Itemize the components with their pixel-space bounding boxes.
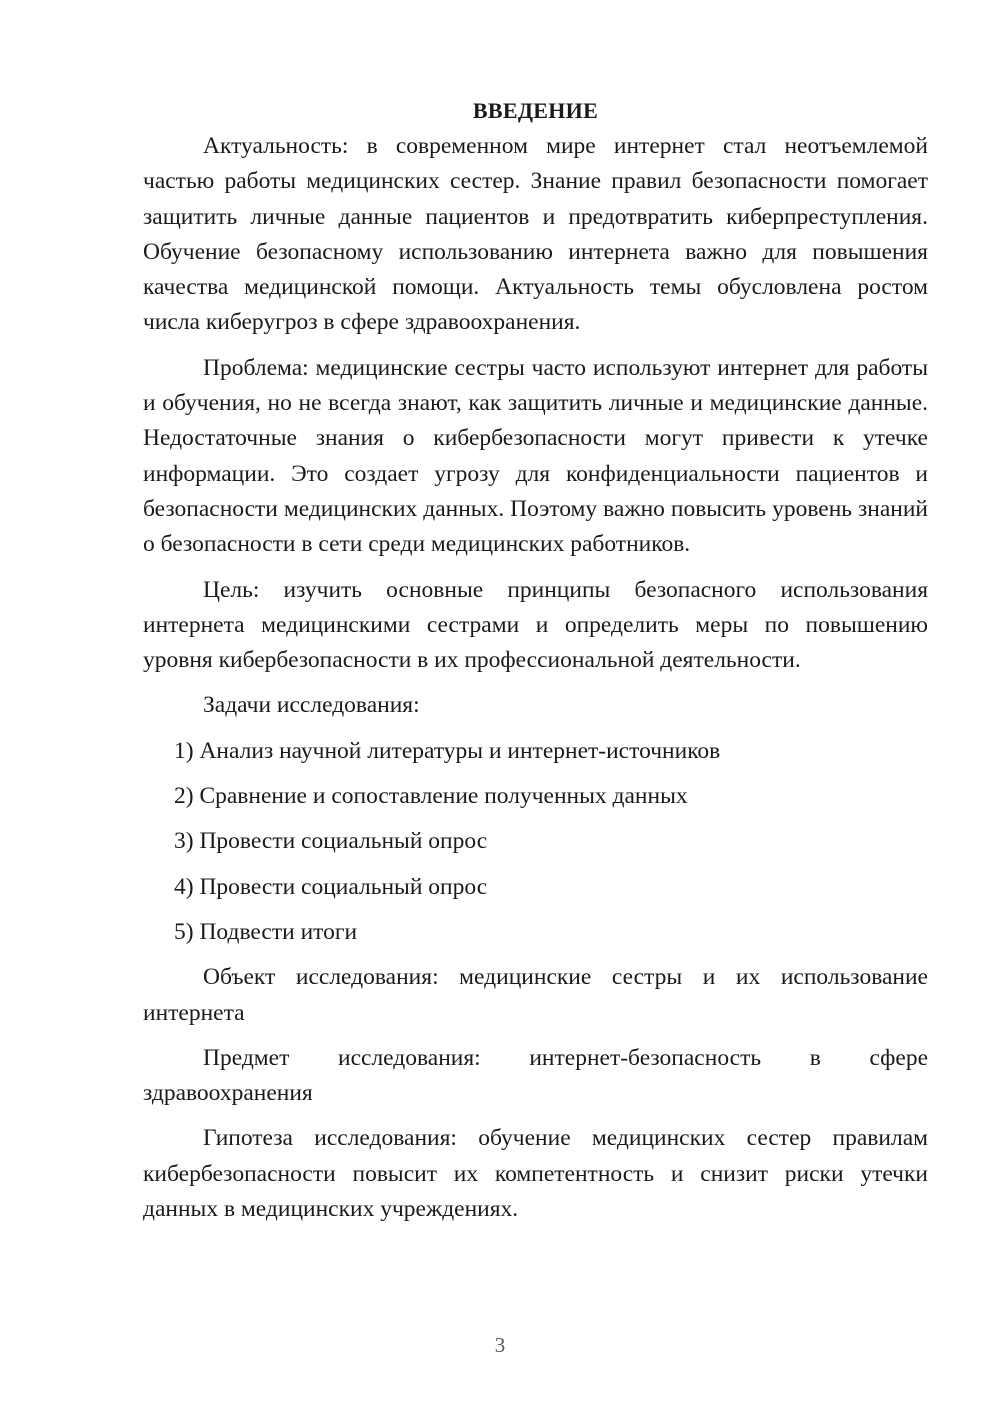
problem-paragraph: Проблема: медицинские сестры часто используют интернет для работы и обучения, но не всегда знают, как защитить личные и медицинские данные. Недостаточные знания о кибербезопасности могут привести к утечке информации. Это создает угрозу для конфиденциальности пациентов и безопасности медицинских данных. Поэтому важно повысить уровень знаний о безопасности в сети среди медицинских работников. xyxy=(143,354,928,558)
tasks-list xyxy=(143,734,928,950)
hypothesis-paragraph: Гипотеза исследования: обучение медицинских сестер правилам кибербезопасности повысит их компетентность и снизит риски утечки данных в медицинских учреждениях. xyxy=(143,1125,928,1223)
list-item: 2) Сравнение и сопоставление полученных данных xyxy=(174,783,688,810)
page-number: 3 xyxy=(494,1333,506,1357)
list-item: 5) Подвести итоги xyxy=(174,918,358,945)
tasks-heading: Задачи исследования: xyxy=(203,692,420,719)
relevance-paragraph: Актуальность: в современном мире интернет стал неотъемлемой частью работы медицинских сестер. Знание правил безопасности помогает защитить личные данные пациентов и предотвратить киберпреступления. Обучение безопасному использованию интернета важно для повышения качества медицинской помощи. Актуальность темы обусловлена ростом числа киберугроз в сфере здравоохранения. xyxy=(143,133,928,336)
document-title: ВВЕДЕНИЕ xyxy=(472,98,599,123)
list-item: 3) Провести социальный опрос xyxy=(174,828,488,855)
list-item: 4) Провести социальный опрос xyxy=(174,873,488,900)
page-content xyxy=(143,93,928,1227)
goal-paragraph: Цель: изучить основные принципы безопасного использования интернета медицинскими сестрами и определить меры по повышению уровня кибербезопасности в их профессиональной деятельности. xyxy=(143,576,928,674)
list-item: 1) Анализ научной литературы и интернет-источников xyxy=(174,737,721,764)
subject-paragraph: Предмет исследования: интернет-безопасность в сфере здравоохранения xyxy=(143,1044,928,1107)
object-paragraph: Объект исследования: медицинские сестры и их использование интернета xyxy=(143,964,928,1026)
